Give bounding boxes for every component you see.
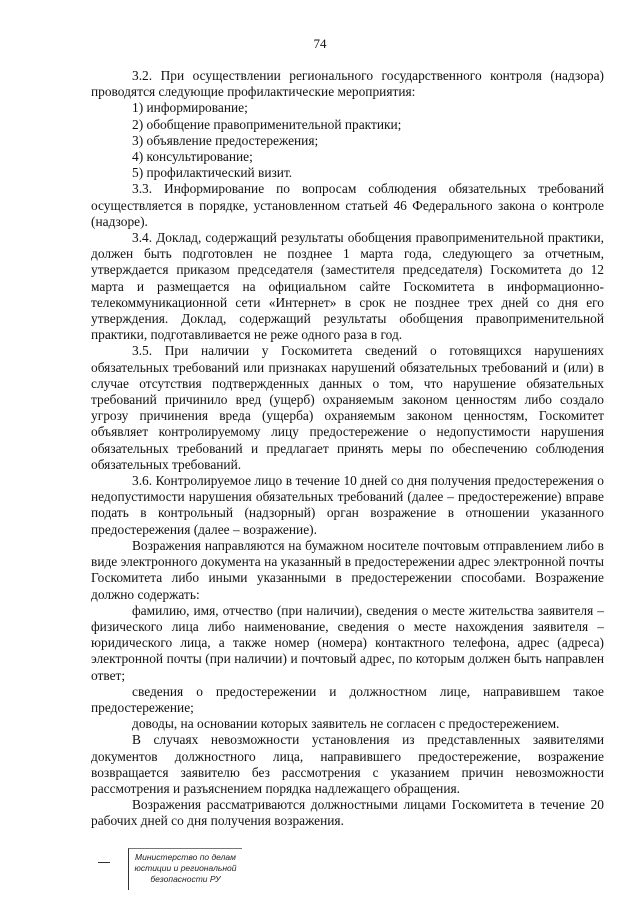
- paragraph-objection-review: Возражения рассматриваются должностными лицами Госкомитета в течение 20 рабочих дней со дня получения возражения.: [91, 797, 604, 829]
- paragraph-3-6: 3.6. Контролируемое лицо в течение 10 дней со дня получения предостережения о недопустимости нарушения обязательных требований (далее – предостережение) вправе подать в контрольный (надзорный) орган возражение в отношении указанного предостережения (далее – возражение).: [91, 473, 604, 537]
- list-item: 1) информирование;: [132, 100, 248, 116]
- paragraph-objections-delivery: Возражения направляются на бумажном носителе почтовым отправлением либо в виде электронного документа на указанный в предостережении адрес электронной почты Госкомитета либо иными указанными в предостережении способами. Возражение должно содержать:: [91, 537, 604, 602]
- document-body: [91, 68, 604, 830]
- stamp-line: юстиции и региональной: [134, 863, 237, 873]
- list-item: 3) объявление предостережения;: [132, 132, 319, 148]
- paragraph-3-4: 3.4. Доклад, содержащий результаты обобщения правоприменительной практики, должен быть подготовлен не позднее 1 марта года, следующего за отчетным, утверждается приказом председателя (заместителя председателя) Госкомитета до 12 марта и размещается на официальном сайте Госкомитета в информационно-телекоммуникационной сети «Интернет» в срок не позднее трех дней со дня его утверждения. Доклад, содержащий результаты обобщения правоприменительной практики, подготавливается не реже одного раза в год.: [91, 230, 604, 343]
- list-item: 2) обобщение правоприменительной практики;: [132, 116, 402, 132]
- paragraph-3-3: 3.3. Информирование по вопросам соблюдения обязательных требований осуществляется в порядке, установленном статьей 46 Федерального закона о контроле (надзоре).: [91, 181, 604, 229]
- stamp-line: безопасности РУ: [150, 874, 221, 884]
- stamp-line: Министерство по делам: [135, 852, 236, 862]
- list-item: 4) консультирование;: [132, 149, 253, 165]
- ministry-stamp: [128, 848, 242, 890]
- paragraph-objection-contents-3: доводы, на основании которых заявитель не согласен с предостережением.: [132, 716, 560, 732]
- page-number: 74: [313, 36, 327, 51]
- footer-dash: [98, 862, 110, 863]
- list-item: 5) профилактический визит.: [132, 165, 293, 181]
- paragraph-3-5: 3.5. При наличии у Госкомитета сведений о готовящихся нарушениях обязательных требований или признаках нарушений обязательных требований и (или) в случае отсутствия подтвержденных данных о том, что нарушение обязательных требований причинило вред (ущерб) охраняемым законом ценностям либо создало угрозу причинения вреда (ущерба) охраняемым законом ценностям, Госкомитет объявляет контролируемому лицу предостережение о недопустимости нарушения обязательных требований и предлагает принять меры по обеспечению соблюдения обязательных требований.: [91, 343, 604, 472]
- paragraph-objection-contents-1: фамилию, имя, отчество (при наличии), сведения о месте жительства заявителя – физического лица либо наименование, сведения о месте нахождения заявителя – юридического лица, а также номер (номера) контактного телефона, адрес (адреса) электронной почты (при наличии) и почтовый адрес, по которым должен быть направлен ответ;: [91, 602, 604, 683]
- paragraph-objection-contents-2: сведения о предостережении и должностном лице, направившем такое предостережение;: [91, 683, 604, 715]
- paragraph-3-2: 3.2. При осуществлении регионального государственного контроля (надзора) проводятся следующие профилактические мероприятия:: [91, 68, 604, 100]
- paragraph-objection-return: В случаях невозможности установления из представленных заявителями документов должностного лица, направившего предостережение, возражение возвращается заявителю без рассмотрения с указанием причин невозможности рассмотрения и разъяснением порядка надлежащего обращения.: [91, 732, 604, 796]
